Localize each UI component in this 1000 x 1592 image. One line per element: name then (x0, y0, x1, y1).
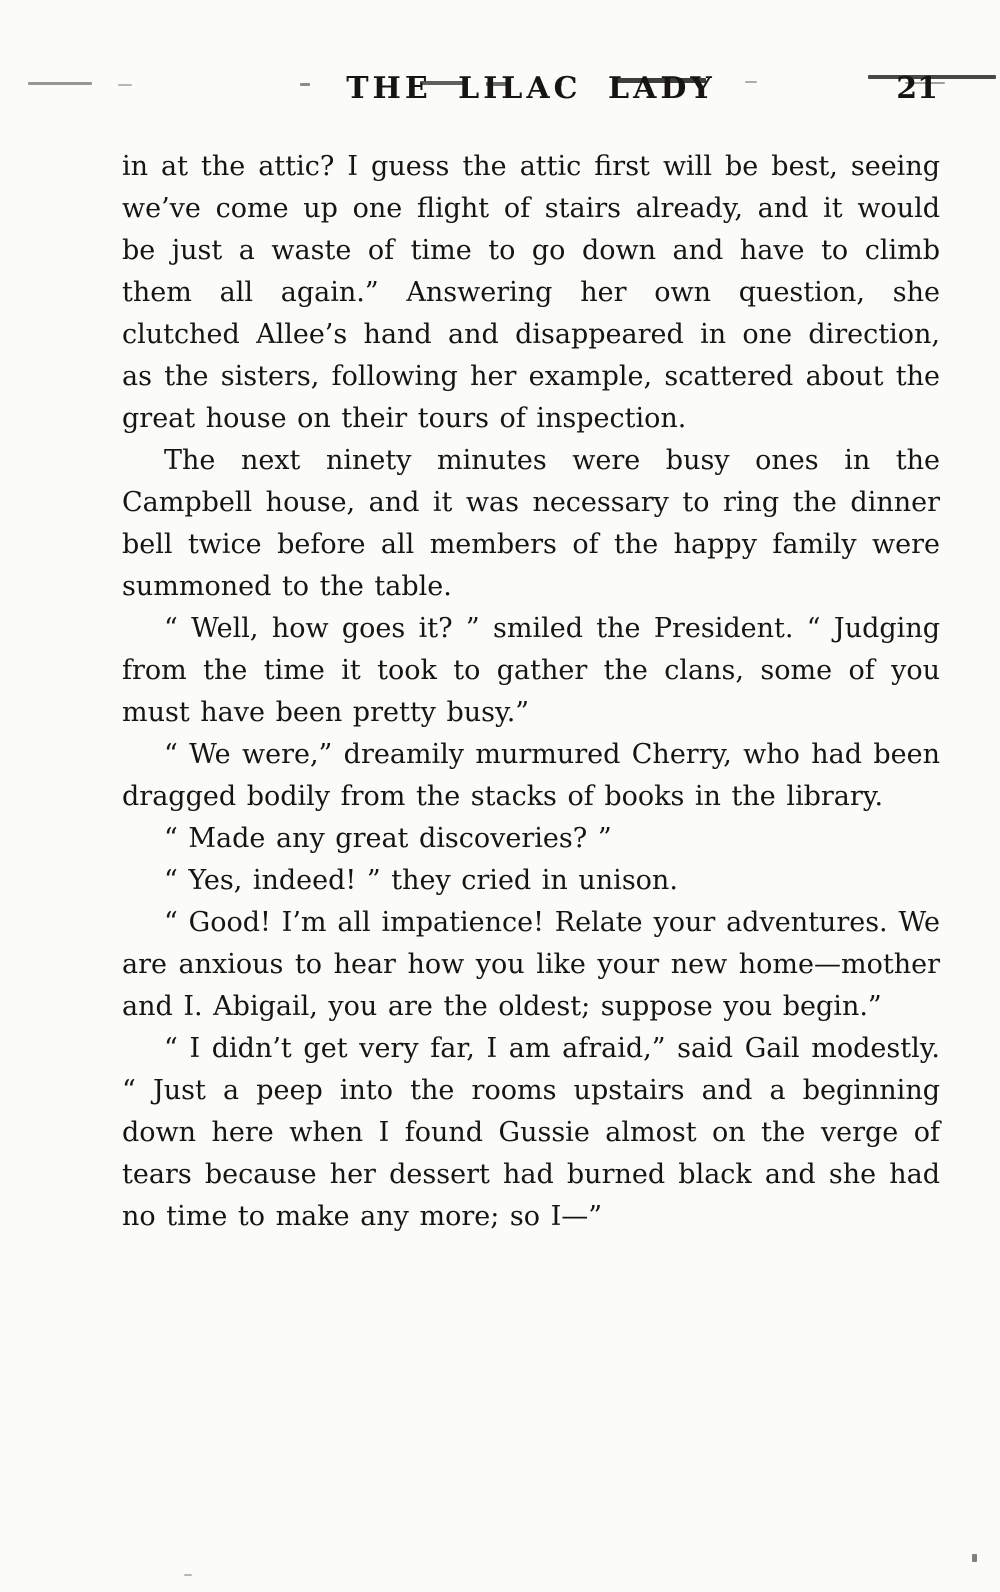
paragraph: “ Yes, indeed! ” they cried in unison. (164, 865, 678, 896)
scan-artifact (28, 82, 92, 85)
scan-artifact (184, 1574, 192, 1576)
paragraph: “ Well, how goes it? ” smiled the President. “ Judging from the time it took to gather the clans, some of you must have been pretty busy.” (122, 613, 940, 728)
paragraph: The next ninety minutes were busy ones in the Campbell house, and it was necessary to ring the dinner bell twice before all members of the happy family were summoned to the table. (122, 445, 940, 602)
paragraph: “ Good! I’m all impatience! Relate your adventures. We are anxious to hear how you like your new home—mother and I. Abigail, you are the oldest; suppose you begin.” (122, 907, 940, 1022)
paragraph: “ Made any great discoveries? ” (164, 823, 612, 854)
page-number: 21 (896, 71, 938, 106)
text-block (122, 146, 940, 1238)
book-page (0, 72, 1000, 1592)
paragraph: “ I didn’t get very far, I am afraid,” said Gail modestly. “ Just a peep into the rooms upstairs and a beginning down here when I found Gussie almost on the verge of tears because her dessert had burned black and she had no time to make any more; so I—” (122, 1033, 940, 1232)
scan-artifact (972, 1554, 977, 1562)
page-header (122, 72, 940, 106)
paragraph: in at the attic? I guess the attic first will be best, seeing we’ve come up one flight of stairs already, and it would be just a waste of time to go down and have to climb them all again.” Answering her own question, she clutched Allee’s hand and disappeared in one direction, as the sisters, following her example, scattered about the great house on their tours of inspection. (122, 151, 940, 434)
running-title: THE LILAC LADY (346, 71, 716, 106)
paragraph: “ We were,” dreamily murmured Cherry, who had been dragged bodily from the stacks of books in the library. (122, 739, 940, 812)
